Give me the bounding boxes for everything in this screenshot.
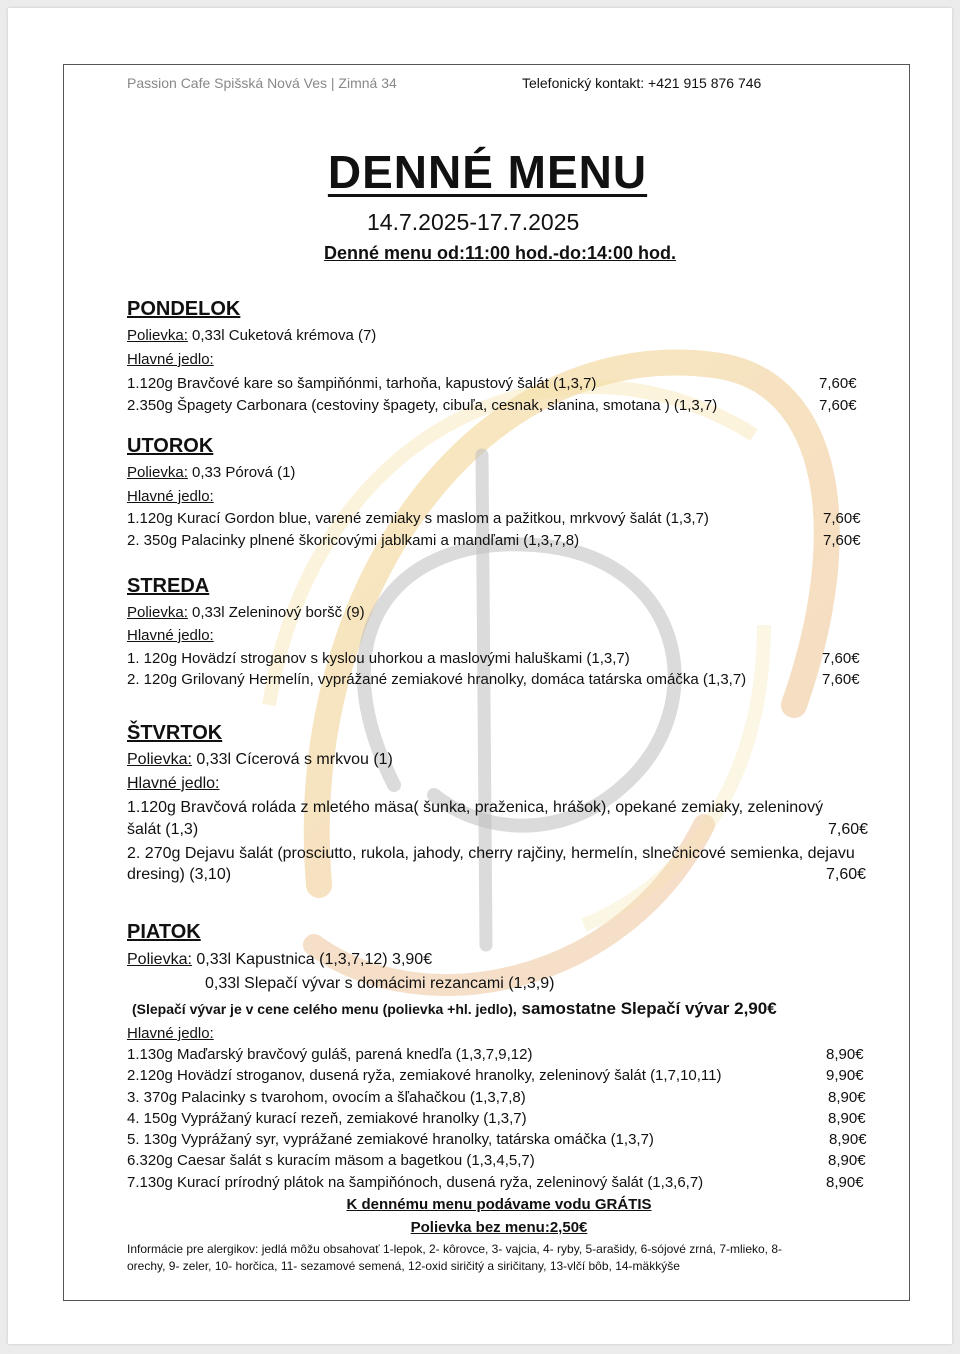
soup-label: Polievka: [127,751,192,768]
tuesday-item-1-price: 7,60€ [823,510,861,527]
cafe-address: Passion Cafe Spišská Nová Ves | Zimná 34 [127,75,397,91]
menu-frame [63,64,910,1301]
allergen-info-line-2: orechy, 9- zeler, 10- horčica, 11- sezamové semená, 12-oxid siričitý a siričitany, 13-vlčí bôb, 14-mäkkýše [127,1259,680,1273]
day-friday: PIATOK [127,921,201,943]
thursday-item-2-line-1: 2. 270g Dejavu šalát (prosciutto, rukola, jahody, cherry rajčiny, hermelín, slnečnicové semienka, dejavu [127,845,855,862]
friday-item-7-price: 8,90€ [826,1174,864,1191]
friday-item-3: 3. 370g Palacinky s tvarohom, ovocím a šľahačkou (1,3,7,8) [127,1089,526,1106]
thursday-item-1-price: 7,60€ [828,821,869,838]
friday-item-6: 6.320g Caesar šalát s kuracím mäsom a bagetkou (1,3,4,5,7) [127,1152,535,1169]
tuesday-soup [127,464,295,481]
monday-item-1: 1.120g Bravčové kare so šampiňónmi, tarhoňa, kapustový šalát (1,3,7) [127,375,597,392]
thursday-item-1-line-2: šalát (1,3) [127,821,199,838]
wednesday-item-2-price: 7,60€ [822,671,860,688]
page-title [64,145,910,199]
phone-contact: Telefonický kontakt: +421 915 876 746 [522,75,762,91]
friday-note-small: (Slepačí vývar je v cene celého menu (polievka +hl. jedlo), [132,1001,517,1017]
wednesday-main-label: Hlavné jedlo: [127,627,214,644]
soup-label: Polievka: [127,327,188,344]
thursday-item-2-line-2: dresing) (3,10) [127,866,232,883]
friday-item-1: 1.130g Maďarský bravčový guláš, parená knedľa (1,3,7,9,12) [127,1046,533,1063]
day-tuesday: UTOROK [127,435,214,457]
friday-soup-1-text: 0,33l Kapustnica (1,3,7,12) 3,90€ [191,951,433,968]
thursday-item-1-line-1: 1.120g Bravčová roláda z mletého mäsa( šunka, praženica, hrášok), opekané zemiaky, zeleninový [127,799,824,816]
friday-item-5-price: 8,90€ [829,1131,867,1148]
tuesday-item-1: 1.120g Kurací Gordon blue, varené zemiaky s maslom a pažitkou, mrkvový šalát (1,3,7) [127,510,709,527]
monday-soup [127,327,376,344]
thursday-main-label: Hlavné jedlo: [127,775,220,792]
wednesday-soup-text: 0,33l Zeleninový boršč (9) [187,604,365,621]
menu-hours: Denné menu od:11:00 hod.-do:14:00 hod. [323,243,677,263]
menu-page [8,8,952,1344]
menu-dates: 14.7.2025-17.7.2025 [367,209,580,235]
tuesday-main-label: Hlavné jedlo: [127,488,214,505]
friday-item-4-price: 8,90€ [828,1110,866,1127]
soup-label: Polievka: [127,951,192,968]
monday-soup-text: 0,33l Cuketová krémova (7) [187,327,377,344]
soup-label: Polievka: [127,604,188,621]
monday-item-1-price: 7,60€ [819,375,857,392]
friday-item-4: 4. 150g Vyprážaný kurací rezeň, zemiakové hranolky (1,3,7) [127,1110,527,1127]
friday-item-2-price: 9,90€ [826,1067,864,1084]
day-thursday: ŠTVRTOK [127,722,223,744]
friday-soup-note [132,999,777,1019]
thursday-soup-text: 0,33l Cícerová s mrkvou (1) [191,751,393,768]
soup-label: Polievka: [127,464,188,481]
tuesday-soup-text: 0,33 Pórová (1) [187,464,296,481]
tuesday-item-2: 2. 350g Palacinky plnené škoricovými jablkami a mandľami (1,3,7,8) [127,532,580,549]
thursday-item-2-price: 7,60€ [826,866,867,883]
friday-item-1-price: 8,90€ [826,1046,864,1063]
thursday-soup [127,751,393,769]
friday-item-6-price: 8,90€ [828,1152,866,1169]
friday-note-big: samostatne Slepačí vývar 2,90€ [516,999,777,1018]
monday-main-label: Hlavné jedlo: [127,351,214,368]
friday-item-3-price: 8,90€ [828,1089,866,1106]
friday-item-7: 7.130g Kurací prírodný plátok na šampiňónoch, dusená ryža, zeleninový šalát (1,3,6,7) [127,1174,704,1191]
tuesday-item-2-price: 7,60€ [823,532,861,549]
friday-soup-2: 0,33l Slepačí vývar s domácimi rezancami (1,3,9) [205,975,555,992]
friday-soup-1 [127,951,432,969]
monday-item-2: 2.350g Špagety Carbonara (cestoviny špagety, cibuľa, cesnak, slanina, smotana ) (1,3,7) [127,397,718,414]
wednesday-item-1-price: 7,60€ [822,650,860,667]
day-monday: PONDELOK [127,298,241,320]
friday-item-5: 5. 130g Vyprážaný syr, vyprážané zemiakové hranolky, tatárska omáčka (1,3,7) [127,1131,654,1148]
wednesday-item-1: 1. 120g Hovädzí stroganov s kyslou uhorkou a maslovými haluškami (1,3,7) [127,650,630,667]
wednesday-item-2: 2. 120g Grilovaný Hermelín, vyprážané zemiakové hranolky, domáca tatárska omáčka (1,3,7) [127,671,747,688]
day-wednesday: STREDA [127,575,210,597]
allergen-info [127,1241,867,1275]
friday-main-label: Hlavné jedlo: [127,1025,214,1042]
friday-item-2: 2.120g Hovädzí stroganov, dusená ryža, zemiakové hranolky, zeleninový šalát (1,7,10,11) [127,1067,722,1084]
monday-item-2-price: 7,60€ [819,397,857,414]
free-water-note: K dennému menu podávame vodu GRÁTIS [346,1196,652,1213]
soup-without-menu-price: Polievka bez menu:2,50€ [410,1219,588,1236]
allergen-info-line-1: Informácie pre alergikov: jedlá môžu obsahovať 1-lepok, 2- kôrovce, 3- vajcia, 4- ryby, 5-arašidy, 6-sójové zrná, 7-mlieko, 8- [127,1242,783,1256]
wednesday-soup [127,604,365,621]
page-title-text: DENNÉ MENU [327,146,648,198]
